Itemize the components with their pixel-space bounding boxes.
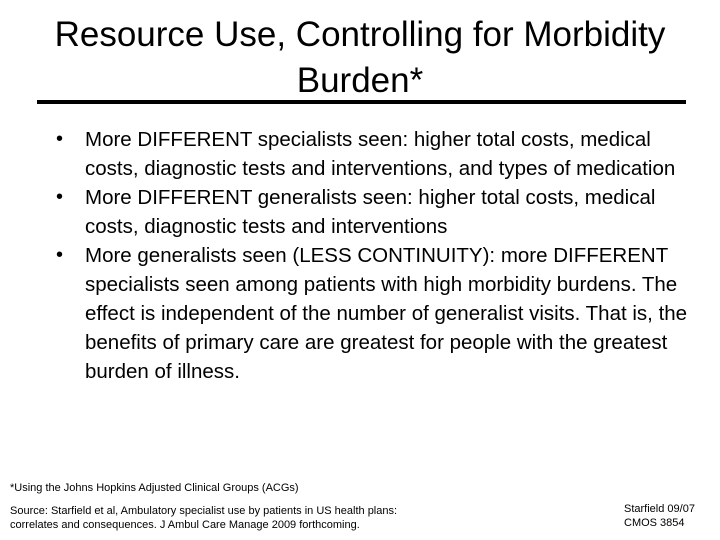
title-divider — [37, 100, 686, 104]
slide-title-line-2: Burden* — [296, 61, 424, 100]
slide-title — [20, 12, 700, 104]
source-citation-line-1: Source: Starfield et al, Ambulatory specialist use by patients in US health plans: — [10, 505, 398, 517]
bullet-item-continuity — [56, 241, 706, 386]
bullet-text: More generalists seen (LESS CONTINUITY): more DIFFERENT specialists seen among patients with high morbidity burdens. The effect is independent of the number of generalist visits. That is, the benefits of primary care are greatest for people with the greatest burden of illness. — [85, 244, 688, 383]
bullet-marker: • — [56, 244, 64, 266]
slide-title-line-1: Resource Use, Controlling for Morbidity — [54, 15, 666, 54]
source-citation — [10, 504, 460, 532]
source-citation-line-2: correlates and consequences. J Ambul Care Manage 2009 forthcoming. — [10, 519, 360, 531]
bullet-item-generalists — [56, 183, 706, 241]
slide-credit-line-2: CMOS 3854 — [624, 517, 685, 529]
bullet-text: More DIFFERENT specialists seen: higher total costs, medical costs, diagnostic tests and interventions, and types of medication — [85, 128, 676, 180]
bullet-list — [56, 125, 706, 386]
slide-credit-line-1: Starfield 09/07 — [624, 503, 695, 515]
bullet-marker: • — [56, 128, 64, 150]
bullet-item-specialists — [56, 125, 706, 183]
footnote: *Using the Johns Hopkins Adjusted Clinical Groups (ACGs) — [10, 482, 299, 494]
bullet-text: More DIFFERENT generalists seen: higher total costs, medical costs, diagnostic tests and interventions — [85, 186, 656, 238]
slide-credit — [624, 502, 695, 530]
bullet-marker: • — [56, 186, 64, 208]
